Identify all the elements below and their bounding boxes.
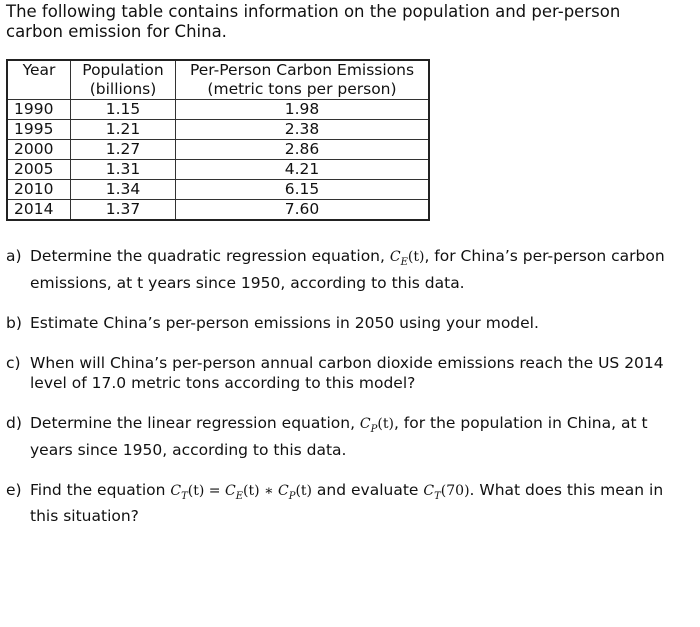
cell-emissions: 2.38 (176, 120, 430, 140)
cell-emissions: 4.21 (176, 160, 430, 180)
cell-population: 1.31 (71, 160, 176, 180)
question-c (6, 353, 694, 393)
cell-population: 1.37 (71, 200, 176, 221)
cell-year: 1990 (7, 100, 71, 120)
cell-population: 1.21 (71, 120, 176, 140)
table-row (7, 200, 429, 221)
header-emissions-line2: (metric tons per person) (207, 80, 397, 98)
table-row (7, 160, 429, 180)
intro-line-1: The following table contains information on the population and per-person (6, 2, 621, 21)
cell-emissions: 1.98 (176, 100, 430, 120)
question-a (6, 246, 694, 293)
math-ct-70: $C_T(70)$ (423, 482, 470, 502)
table-header-row (7, 60, 429, 100)
question-text: Determine the linear regression equation, $C_P(t)$, for the population in China, at t years since 1950, according to this data. (30, 413, 648, 459)
cell-emissions: 2.86 (176, 140, 430, 160)
question-letter: c) (6, 353, 21, 372)
cell-population: 1.27 (71, 140, 176, 160)
header-population-line1: Population (82, 61, 164, 79)
cell-year: 2005 (7, 160, 71, 180)
cell-emissions: 7.60 (176, 200, 430, 221)
cell-year: 2010 (7, 180, 71, 200)
cell-year: 2014 (7, 200, 71, 221)
question-text: Determine the quadratic regression equation, $C_E(t)$, for China’s per-person carbon emissions, at t years since 1950, according to this data. (30, 247, 665, 292)
question-e (6, 480, 694, 527)
intro-line-2: carbon emission for China. (6, 22, 227, 41)
header-population (71, 60, 176, 100)
header-emissions (176, 60, 430, 100)
question-letter: d) (6, 413, 22, 432)
intro-paragraph (6, 2, 686, 42)
question-text: Find the equation $C_T(t) = C_E(t)$ ∗ $C_P(t)$ and evaluate $C_T(70)$. What does this mean in this situation? (30, 480, 664, 526)
cell-population: 1.15 (71, 100, 176, 120)
question-letter: b) (6, 313, 22, 332)
question-letter: e) (6, 480, 22, 499)
math-ct-equation: $C_T(t) = C_E(t)$ ∗ $C_P(t)$ (170, 482, 312, 502)
header-emissions-line1: Per-Person Carbon Emissions (189, 61, 415, 79)
header-year: Year (7, 60, 71, 100)
china-data-table (6, 59, 430, 221)
question-b (6, 313, 694, 333)
question-text: Estimate China’s per-person emissions in 2050 using your model. (30, 313, 539, 332)
question-d (6, 413, 694, 460)
math-cp: $C_P(t)$ (359, 415, 394, 435)
table-row (7, 100, 429, 120)
question-text: When will China’s per-person annual carbon dioxide emissions reach the US 2014 level of 17.0 metric tons according to this model? (30, 353, 664, 392)
table-row (7, 180, 429, 200)
math-ce: $C_E(t)$ (389, 249, 425, 268)
question-letter: a) (6, 247, 22, 265)
cell-population: 1.34 (71, 180, 176, 200)
cell-emissions: 6.15 (176, 180, 430, 200)
question-list (6, 246, 694, 546)
cell-year: 2000 (7, 140, 71, 160)
cell-year: 1995 (7, 120, 71, 140)
table-row (7, 140, 429, 160)
table-row (7, 120, 429, 140)
header-population-line2: (billions) (89, 80, 157, 98)
